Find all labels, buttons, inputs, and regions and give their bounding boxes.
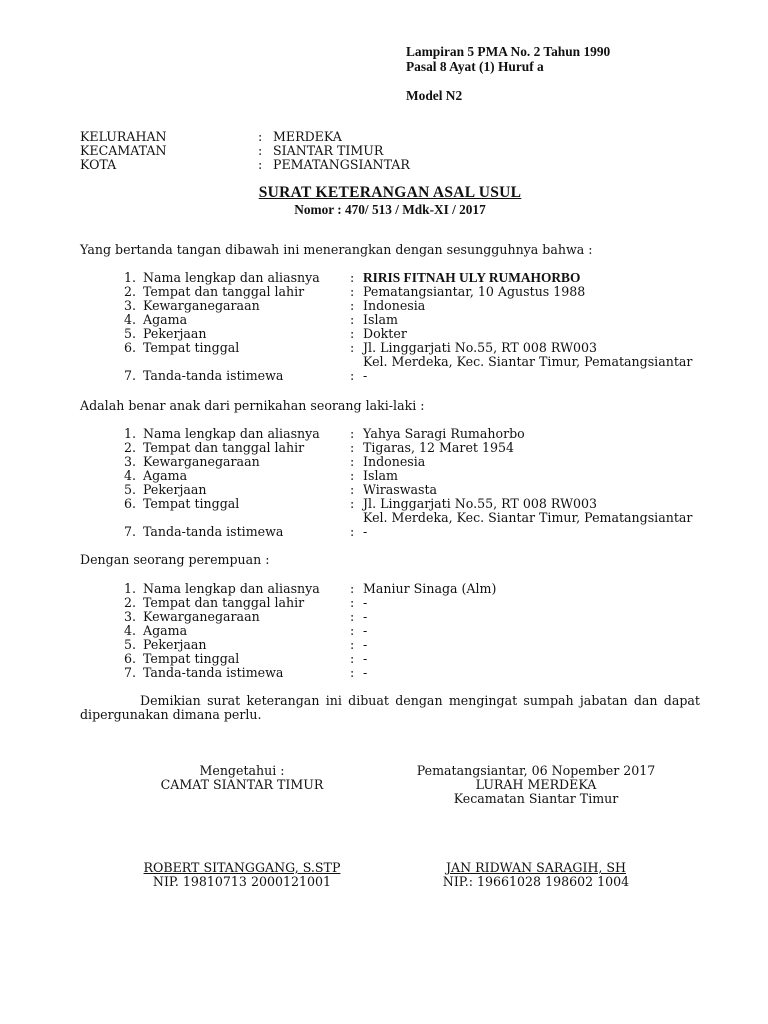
item-value: Maniur Sinaga (Alm) (363, 581, 497, 596)
item-label: Nama lengkap dan aliasnya (143, 581, 320, 596)
item-value: - (363, 524, 368, 539)
item-label: Tempat tinggal (143, 496, 240, 511)
header-label: KECAMATAN (80, 143, 167, 158)
item-number: 3. (124, 609, 137, 624)
item-number: 2. (124, 440, 137, 455)
item-number: 4. (124, 623, 137, 638)
item-number: 1. (124, 581, 137, 596)
item-separator: : (350, 651, 355, 666)
item-value: - (363, 368, 368, 383)
item-number: 5. (124, 637, 137, 652)
father-intro: Adalah benar anak dari pernikahan seorang laki-laki : (80, 398, 425, 413)
mother-intro: Dengan seorang perempuan : (80, 552, 270, 567)
list-item (80, 624, 700, 638)
item-value: Yahya Saragi Rumahorbo (363, 426, 525, 441)
item-number: 2. (124, 284, 137, 299)
list-item (80, 327, 700, 341)
item-separator: : (350, 368, 355, 383)
item-number: 4. (124, 312, 137, 327)
item-separator: : (350, 326, 355, 341)
item-number: 4. (124, 468, 137, 483)
reference-line-1: Lampiran 5 PMA No. 2 Tahun 1990 (406, 44, 611, 59)
item-label: Agama (143, 623, 188, 638)
item-number: 6. (124, 651, 137, 666)
item-separator: : (350, 524, 355, 539)
item-value-line-2: Kel. Merdeka, Kec. Siantar Timur, Pematangsiantar (363, 510, 693, 525)
father-details (80, 427, 700, 539)
lurah-nip: NIP.: 19661028 198602 1004 (442, 874, 630, 889)
list-item-continuation (80, 511, 700, 525)
item-number: 3. (124, 454, 137, 469)
item-value: Jl. Linggarjati No.55, RT 008 RW003 (363, 340, 598, 355)
list-item (80, 455, 700, 469)
list-item (80, 469, 700, 483)
model-label: Model N2 (406, 88, 463, 103)
lurah-district: Kecamatan Siantar Timur (453, 791, 619, 806)
item-separator: : (350, 270, 355, 285)
intro-paragraph: Yang bertanda tangan dibawah ini menerangkan dengan sesungguhnya bahwa : (80, 242, 593, 257)
item-number: 1. (124, 426, 137, 441)
item-value: Dokter (363, 326, 407, 341)
item-separator: : (350, 284, 355, 299)
list-item (80, 666, 700, 680)
item-number: 3. (124, 298, 137, 313)
item-label: Kewarganegaraan (143, 454, 260, 469)
header-label: KOTA (80, 157, 117, 172)
item-label: Tanda-tanda istimewa (143, 665, 284, 680)
header-separator: : (258, 143, 263, 158)
header-separator: : (258, 129, 263, 144)
item-label: Tanda-tanda istimewa (143, 524, 284, 539)
closing-text: Demikian surat keterangan ini dibuat dengan mengingat sumpah jabatan dan dapat dipergunakan dimana perlu. (80, 693, 700, 722)
item-separator: : (350, 637, 355, 652)
place-date: Pematangsiantar, 06 Nopember 2017 (416, 763, 656, 778)
item-label: Pekerjaan (143, 637, 207, 652)
camat-title: CAMAT SIANTAR TIMUR (160, 777, 324, 792)
list-item (80, 497, 700, 511)
item-label: Tempat dan tanggal lahir (143, 440, 305, 455)
item-value-line-2: Kel. Merdeka, Kec. Siantar Timur, Pematangsiantar (363, 354, 693, 369)
header-value: SIANTAR TIMUR (273, 143, 384, 158)
mother-details (80, 582, 700, 680)
item-number: 7. (124, 368, 137, 383)
camat-nip: NIP. 19810713 2000121001 (152, 874, 332, 889)
item-number: 5. (124, 326, 137, 341)
item-separator: : (350, 440, 355, 455)
header-label: KELURAHAN (80, 129, 167, 144)
subject-details (80, 271, 700, 383)
item-number: 5. (124, 482, 137, 497)
list-item (80, 525, 700, 539)
item-label: Kewarganegaraan (143, 298, 260, 313)
item-value: - (363, 609, 368, 624)
list-item (80, 610, 700, 624)
item-value: Indonesia (363, 298, 426, 313)
item-label: Agama (143, 468, 188, 483)
list-item (80, 271, 700, 285)
document-number: Nomor : 470/ 513 / Mdk-XI / 2017 (294, 202, 486, 217)
item-label: Tempat tinggal (143, 340, 240, 355)
item-label: Pekerjaan (143, 326, 207, 341)
item-value: Islam (363, 468, 398, 483)
item-number: 7. (124, 524, 137, 539)
header-separator: : (258, 157, 263, 172)
item-number: 6. (124, 340, 137, 355)
item-label: Nama lengkap dan aliasnya (143, 426, 320, 441)
item-separator: : (350, 340, 355, 355)
item-value: - (363, 651, 368, 666)
list-item (80, 369, 700, 383)
signature-block-camat (92, 764, 392, 792)
item-number: 6. (124, 496, 137, 511)
list-item (80, 313, 700, 327)
list-item (80, 441, 700, 455)
list-item (80, 582, 700, 596)
item-value: Tigaras, 12 Maret 1954 (363, 440, 515, 455)
item-separator: : (350, 298, 355, 313)
item-separator: : (350, 581, 355, 596)
reference-block (406, 45, 610, 104)
signature-name-camat (92, 861, 392, 889)
header-value: PEMATANGSIANTAR (273, 157, 410, 172)
list-item (80, 299, 700, 313)
item-number: 2. (124, 595, 137, 610)
item-value: Jl. Linggarjati No.55, RT 008 RW003 (363, 496, 598, 511)
list-item (80, 285, 700, 299)
item-separator: : (350, 482, 355, 497)
list-item (80, 638, 700, 652)
subject-name: RIRIS FITNAH ULY RUMAHORBO (363, 270, 581, 285)
item-label: Nama lengkap dan aliasnya (143, 270, 320, 285)
item-separator: : (350, 623, 355, 638)
item-value: - (363, 637, 368, 652)
item-separator: : (350, 312, 355, 327)
item-separator: : (350, 496, 355, 511)
item-value: - (363, 595, 368, 610)
camat-name: ROBERT SITANGGANG, S.STP (143, 860, 341, 875)
item-value: Indonesia (363, 454, 426, 469)
signature-block-lurah (386, 764, 686, 806)
list-item-continuation (80, 355, 700, 369)
list-item (80, 427, 700, 441)
closing-paragraph (80, 694, 700, 722)
item-value: Wiraswasta (363, 482, 438, 497)
item-separator: : (350, 595, 355, 610)
lurah-name: JAN RIDWAN SARAGIH, SH (445, 860, 627, 875)
list-item (80, 341, 700, 355)
item-separator: : (350, 665, 355, 680)
item-separator: : (350, 468, 355, 483)
item-number: 1. (124, 270, 137, 285)
item-label: Pekerjaan (143, 482, 207, 497)
item-label: Tempat dan tanggal lahir (143, 595, 305, 610)
item-label: Tempat dan tanggal lahir (143, 284, 305, 299)
acknowledged-label: Mengetahui : (199, 763, 285, 778)
item-value: - (363, 665, 368, 680)
lurah-title: LURAH MERDEKA (475, 777, 597, 792)
item-label: Tanda-tanda istimewa (143, 368, 284, 383)
item-label: Agama (143, 312, 188, 327)
item-label: Tempat tinggal (143, 651, 240, 666)
list-item (80, 596, 700, 610)
item-number: 7. (124, 665, 137, 680)
item-value: Islam (363, 312, 398, 327)
reference-line-2: Pasal 8 Ayat (1) Huruf a (406, 59, 544, 74)
header-value: MERDEKA (273, 129, 342, 144)
list-item (80, 483, 700, 497)
list-item (80, 652, 700, 666)
item-value: - (363, 623, 368, 638)
item-label: Kewarganegaraan (143, 609, 260, 624)
item-separator: : (350, 609, 355, 624)
item-separator: : (350, 454, 355, 469)
signature-name-lurah (386, 861, 686, 889)
item-separator: : (350, 426, 355, 441)
document-title: SURAT KETERANGAN ASAL USUL (258, 184, 522, 201)
item-value: Pematangsiantar, 10 Agustus 1988 (363, 284, 586, 299)
